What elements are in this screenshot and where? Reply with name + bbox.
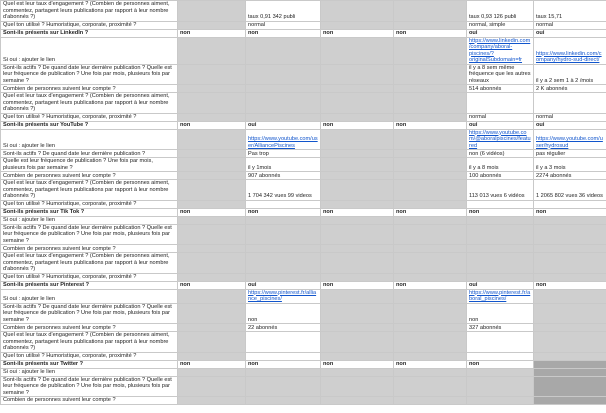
answer-cell[interactable]: 327 abonnés <box>467 324 534 332</box>
answer-cell[interactable] <box>394 129 467 150</box>
answer-cell[interactable] <box>394 1 467 22</box>
question-cell[interactable]: Si oui : ajouter le lien <box>1 368 178 376</box>
answer-cell[interactable]: Pas trop <box>246 150 321 158</box>
answer-cell[interactable]: normal <box>246 21 321 29</box>
answer-cell[interactable]: 2274 abonnés <box>534 172 606 180</box>
answer-cell[interactable]: oui <box>246 121 321 129</box>
answer-cell[interactable] <box>394 245 467 253</box>
answer-cell[interactable] <box>467 289 534 303</box>
answer-cell[interactable] <box>321 85 394 93</box>
answer-cell[interactable] <box>246 397 321 405</box>
answer-cell[interactable] <box>534 253 606 274</box>
answer-cell[interactable] <box>246 85 321 93</box>
answer-cell[interactable] <box>321 368 394 376</box>
answer-cell[interactable] <box>467 273 534 281</box>
answer-cell[interactable] <box>467 129 534 150</box>
answer-cell[interactable] <box>246 332 321 353</box>
answer-cell[interactable]: non <box>178 121 246 129</box>
question-cell[interactable]: Quel est leur taux d'engagement ? (Combien de personnes aiment, commentez, partagent leurs publications par rapport à leur nombre d'abonnés ?) <box>1 332 178 353</box>
answer-cell[interactable]: non <box>321 121 394 129</box>
question-row <box>1 352 606 360</box>
section-title-cell[interactable]: Sont-ils présents sur Twitter ? <box>1 360 178 368</box>
answer-cell[interactable] <box>178 172 246 180</box>
answer-cell[interactable]: non <box>246 360 321 368</box>
question-cell[interactable]: Quel ton utilisé ? Humoristique, corporate, proximité ? <box>1 200 178 208</box>
answer-cell[interactable] <box>394 352 467 360</box>
answer-cell[interactable] <box>178 397 246 405</box>
answer-cell[interactable] <box>178 376 246 397</box>
answer-cell[interactable]: 1 2065 802 vues 36 videos <box>534 180 606 201</box>
answer-cell[interactable] <box>178 289 246 303</box>
answer-cell[interactable]: 113 013 vues 6 vidéos <box>467 180 534 201</box>
answer-cell[interactable] <box>321 129 394 150</box>
answer-cell[interactable] <box>246 37 321 64</box>
question-row <box>1 37 606 64</box>
answer-cell[interactable]: oui <box>467 121 534 129</box>
question-cell[interactable]: Combien de personnes suivent leur compte ? <box>1 245 178 253</box>
answer-cell[interactable] <box>178 253 246 274</box>
answer-cell[interactable] <box>394 332 467 353</box>
answer-cell[interactable] <box>321 324 394 332</box>
answer-cell[interactable]: oui <box>534 29 606 37</box>
answer-cell[interactable] <box>246 289 321 303</box>
answer-cell[interactable]: il y 1mois <box>246 158 321 172</box>
answer-cell[interactable]: non <box>246 29 321 37</box>
profile-link[interactable]: https://www.pinterest.fr/aboral_piscines/ <box>469 289 531 302</box>
answer-cell[interactable] <box>321 303 394 324</box>
answer-cell[interactable]: non <box>394 208 467 216</box>
question-row <box>1 253 606 274</box>
answer-cell[interactable] <box>178 129 246 150</box>
answer-cell[interactable] <box>178 1 246 22</box>
question-cell[interactable]: Quel ton utilisé ? Humoristique, corporate, proximité ? <box>1 273 178 281</box>
answer-cell[interactable]: 22 abonnés <box>246 324 321 332</box>
answer-cell[interactable]: 907 abonnés <box>246 172 321 180</box>
answer-cell[interactable] <box>246 376 321 397</box>
question-row <box>1 113 606 121</box>
answer-cell[interactable]: 100 abonnés <box>467 172 534 180</box>
question-cell[interactable]: Sont-ils actifs ? De quand date leur dernière publication ? Quelle est leur fréquence de publication ? Une fois par mois, plusieurs fois par semaine ? <box>1 64 178 85</box>
answer-cell[interactable] <box>394 376 467 397</box>
question-row <box>1 368 606 376</box>
answer-cell[interactable] <box>467 200 534 208</box>
answer-cell[interactable] <box>246 216 321 224</box>
answer-cell[interactable] <box>534 397 606 405</box>
answer-cell[interactable] <box>394 324 467 332</box>
answer-cell[interactable] <box>178 113 246 121</box>
answer-cell[interactable] <box>321 216 394 224</box>
question-row <box>1 85 606 93</box>
answer-cell[interactable] <box>178 85 246 93</box>
answer-cell[interactable] <box>467 37 534 64</box>
answer-cell[interactable] <box>394 397 467 405</box>
answer-cell[interactable]: non <box>534 281 606 289</box>
question-cell[interactable]: Sont-ils actifs ? De quand date leur dernière publication ? <box>1 150 178 158</box>
answer-cell[interactable]: non <box>246 303 321 324</box>
answer-cell[interactable] <box>534 376 606 397</box>
question-row <box>1 158 606 172</box>
question-row <box>1 245 606 253</box>
question-cell[interactable]: Quel est leur taux d'engagement ? (Combien de personnes aiment, commentez, partagent leurs publications par rapport à leur nombre d'abonnés ?) <box>1 180 178 201</box>
answer-cell[interactable]: taux 0,93 126 publi <box>467 1 534 22</box>
answer-cell[interactable]: taux 0,91 342 publi <box>246 1 321 22</box>
answer-cell[interactable]: oui <box>246 281 321 289</box>
answer-cell[interactable]: normal, simple <box>467 21 534 29</box>
answer-cell[interactable] <box>246 113 321 121</box>
answer-cell[interactable]: 1 704 342 vues 99 videos <box>246 180 321 201</box>
answer-cell[interactable] <box>467 93 534 114</box>
answer-cell[interactable] <box>178 245 246 253</box>
answer-cell[interactable] <box>534 200 606 208</box>
answer-cell[interactable] <box>394 37 467 64</box>
answer-cell[interactable]: oui <box>467 281 534 289</box>
answer-cell[interactable] <box>246 200 321 208</box>
question-row <box>1 1 606 22</box>
answer-cell[interactable] <box>321 21 394 29</box>
question-row <box>1 376 606 397</box>
answer-cell[interactable]: 514 abonnés <box>467 85 534 93</box>
answer-cell[interactable]: non <box>178 29 246 37</box>
answer-cell[interactable] <box>321 245 394 253</box>
answer-cell[interactable]: non <box>321 360 394 368</box>
question-row <box>1 64 606 85</box>
section-row <box>1 208 606 216</box>
answer-cell[interactable] <box>534 245 606 253</box>
answer-cell[interactable] <box>321 158 394 172</box>
answer-cell[interactable] <box>534 93 606 114</box>
answer-cell[interactable] <box>246 129 321 150</box>
answer-cell[interactable] <box>394 150 467 158</box>
answer-cell[interactable]: non <box>534 208 606 216</box>
answer-cell[interactable] <box>321 273 394 281</box>
answer-cell[interactable] <box>178 332 246 353</box>
section-row <box>1 360 606 368</box>
question-cell[interactable]: Si oui : ajouter le lien <box>1 129 178 150</box>
answer-cell[interactable] <box>178 324 246 332</box>
profile-link[interactable]: https://www.linkedin.com/company/aboral-piscines/?originalSubdomain=fr <box>469 37 531 63</box>
answer-cell[interactable] <box>394 85 467 93</box>
answer-cell[interactable] <box>467 253 534 274</box>
section-title-cell[interactable]: Sont-ils présents sur Pinterest ? <box>1 281 178 289</box>
answer-cell[interactable]: 2 K abonnés <box>534 85 606 93</box>
answer-cell[interactable] <box>178 150 246 158</box>
answer-cell[interactable] <box>246 64 321 85</box>
section-row <box>1 281 606 289</box>
answer-cell[interactable]: non <box>467 208 534 216</box>
answer-cell[interactable] <box>246 245 321 253</box>
answer-cell[interactable] <box>178 64 246 85</box>
answer-cell[interactable] <box>178 352 246 360</box>
answer-cell[interactable] <box>178 200 246 208</box>
question-cell[interactable]: Quel ton utilisé ? Humoristique, corporate, proximité ? <box>1 113 178 121</box>
answer-cell[interactable] <box>178 158 246 172</box>
answer-cell[interactable] <box>246 352 321 360</box>
answer-cell[interactable] <box>321 332 394 353</box>
section-title-cell[interactable]: Sont-ils présents sur YouTube ? <box>1 121 178 129</box>
answer-cell[interactable] <box>394 200 467 208</box>
answer-cell[interactable] <box>467 376 534 397</box>
section-row <box>1 121 606 129</box>
answer-cell[interactable]: il y a 3 mois <box>534 158 606 172</box>
question-row <box>1 324 606 332</box>
answer-cell[interactable] <box>178 224 246 245</box>
question-row <box>1 224 606 245</box>
question-row <box>1 129 606 150</box>
answer-cell[interactable] <box>467 397 534 405</box>
question-cell[interactable]: Combien de personnes suivent leur compte ? <box>1 172 178 180</box>
answer-cell[interactable]: oui <box>467 29 534 37</box>
answer-cell[interactable]: non <box>394 29 467 37</box>
answer-cell[interactable]: normal <box>467 113 534 121</box>
answer-cell[interactable] <box>394 216 467 224</box>
answer-cell[interactable]: il y a 8 sem même fréquence que les autres réseaux <box>467 64 534 85</box>
profile-link[interactable]: https://www.youtube.com/user/AlliancePiscines <box>248 136 318 149</box>
question-cell[interactable]: Combien de personnes suivent leur compte ? <box>1 397 178 405</box>
question-cell[interactable]: Quel est leur taux d'engagement ? (Combien de personnes aiment, commentez, partagent leurs publications par rapport à leur nombre d'abonnés ?) <box>1 1 178 22</box>
answer-cell[interactable] <box>178 21 246 29</box>
question-row <box>1 172 606 180</box>
answer-cell[interactable] <box>321 200 394 208</box>
answer-cell[interactable] <box>246 224 321 245</box>
answer-cell[interactable] <box>178 368 246 376</box>
answer-cell[interactable] <box>394 289 467 303</box>
answer-cell[interactable] <box>321 93 394 114</box>
answer-cell[interactable] <box>321 224 394 245</box>
answer-cell[interactable] <box>394 158 467 172</box>
answer-cell[interactable]: il y a 8 mois <box>467 158 534 172</box>
answer-cell[interactable]: non <box>178 360 246 368</box>
answer-cell[interactable] <box>467 245 534 253</box>
answer-cell[interactable]: non <box>467 360 534 368</box>
question-row <box>1 180 606 201</box>
profile-link[interactable]: https://www.youtube.com/@aboralpiscines/featured <box>469 129 531 149</box>
answer-cell[interactable] <box>178 37 246 64</box>
answer-cell[interactable] <box>534 352 606 360</box>
answer-cell[interactable]: non <box>246 208 321 216</box>
answer-cell[interactable]: oui <box>534 121 606 129</box>
answer-cell[interactable] <box>246 93 321 114</box>
answer-cell[interactable] <box>394 180 467 201</box>
answer-cell[interactable] <box>321 352 394 360</box>
profile-link[interactable]: https://www.pinterest.fr/alliance_piscines/ <box>248 289 317 302</box>
answer-cell[interactable]: non <box>178 281 246 289</box>
answer-cell[interactable] <box>534 360 606 368</box>
answer-cell[interactable] <box>321 1 394 22</box>
answer-cell[interactable] <box>534 37 606 64</box>
question-cell[interactable]: Sont-ils actifs ? De quand date leur dernière publication ? Quelle est leur fréquence de publication ? Une fois par mois, plusieurs fois par semaine ? <box>1 303 178 324</box>
answer-cell[interactable] <box>321 113 394 121</box>
answer-cell[interactable]: non <box>394 360 467 368</box>
answer-cell[interactable] <box>321 37 394 64</box>
answer-cell[interactable]: normal <box>534 113 606 121</box>
answer-cell[interactable] <box>394 253 467 274</box>
spreadsheet-body <box>1 1 606 405</box>
question-row <box>1 21 606 29</box>
answer-cell[interactable]: pas régulier <box>534 150 606 158</box>
question-cell[interactable]: Quel ton utilisé ? Humoristique, corporate, proximité ? <box>1 352 178 360</box>
answer-cell[interactable]: non <box>467 303 534 324</box>
answer-cell[interactable] <box>394 273 467 281</box>
answer-cell[interactable] <box>246 368 321 376</box>
section-title-cell[interactable]: Sont-ils présents sur Tik Tok ? <box>1 208 178 216</box>
answer-cell[interactable] <box>394 64 467 85</box>
question-cell[interactable]: Si oui : ajouter le lien <box>1 37 178 64</box>
answer-cell[interactable] <box>178 216 246 224</box>
section-title-cell[interactable]: Sont-ils présents sur LinkedIn ? <box>1 29 178 37</box>
answer-cell[interactable]: non (6 vidéos) <box>467 150 534 158</box>
answer-cell[interactable] <box>321 289 394 303</box>
answer-cell[interactable]: taux 15,71 <box>534 1 606 22</box>
answer-cell[interactable] <box>394 113 467 121</box>
question-cell[interactable]: Sont-ils actifs ? De quand date leur dernière publication ? Quelle est leur fréquence de publication ? Une fois par mois, plusieurs fois par semaine ? <box>1 224 178 245</box>
question-row <box>1 150 606 158</box>
answer-cell[interactable] <box>321 397 394 405</box>
answer-cell[interactable]: non <box>321 29 394 37</box>
answer-cell[interactable] <box>394 303 467 324</box>
answer-cell[interactable] <box>534 303 606 324</box>
answer-cell[interactable] <box>246 273 321 281</box>
answer-cell[interactable] <box>467 216 534 224</box>
answer-cell[interactable] <box>321 180 394 201</box>
answer-cell[interactable] <box>534 129 606 150</box>
answer-cell[interactable] <box>246 253 321 274</box>
answer-cell[interactable] <box>321 253 394 274</box>
profile-link[interactable]: https://www.youtube.com/user/hydrosud <box>536 136 603 149</box>
question-row <box>1 289 606 303</box>
answer-cell[interactable]: normal <box>534 21 606 29</box>
answer-cell[interactable]: non <box>321 281 394 289</box>
answer-cell[interactable] <box>178 93 246 114</box>
answer-cell[interactable] <box>178 303 246 324</box>
answer-cell[interactable] <box>394 172 467 180</box>
question-row <box>1 397 606 405</box>
answer-cell[interactable] <box>534 324 606 332</box>
answer-cell[interactable] <box>534 289 606 303</box>
answer-cell[interactable] <box>534 224 606 245</box>
question-cell[interactable]: Sont-ils actifs ? De quand date leur dernière publication ? Quelle est leur fréquence de publication ? Une fois par mois, plusieurs fois par semaine ? <box>1 376 178 397</box>
answer-cell[interactable] <box>178 180 246 201</box>
answer-cell[interactable] <box>534 368 606 376</box>
question-cell[interactable]: Quel ton utilisé ? Humoristique, corporate, proximité ? <box>1 21 178 29</box>
question-row <box>1 332 606 353</box>
answer-cell[interactable] <box>321 172 394 180</box>
question-cell[interactable]: Quelle est leur fréquence de publication ? Une fois par mois, plusieurs fois par semaine ? <box>1 158 178 172</box>
answer-cell[interactable] <box>394 93 467 114</box>
answer-cell[interactable] <box>321 150 394 158</box>
answer-cell[interactable] <box>534 216 606 224</box>
answer-cell[interactable] <box>394 21 467 29</box>
answer-cell[interactable] <box>178 273 246 281</box>
answer-cell[interactable] <box>467 368 534 376</box>
question-cell[interactable]: Si oui : ajouter le lien <box>1 289 178 303</box>
question-row <box>1 200 606 208</box>
profile-link[interactable]: https://www.linkedin.com/company/hydro-sud-direct/ <box>536 50 602 63</box>
question-cell[interactable]: Quel est leur taux d'engagement ? (Combien de personnes aiment, commentez, partagent leurs publications par rapport à leur nombre d'abonnés ?) <box>1 253 178 274</box>
question-row <box>1 303 606 324</box>
answer-cell[interactable] <box>394 224 467 245</box>
answer-cell[interactable]: non <box>321 208 394 216</box>
question-cell[interactable]: Combien de personnes suivent leur compte ? <box>1 85 178 93</box>
answer-cell[interactable]: il y a 2 sem 1 à 2 /mois <box>534 64 606 85</box>
answer-cell[interactable] <box>467 224 534 245</box>
question-row <box>1 273 606 281</box>
question-cell[interactable]: Quel est leur taux d'engagement ? (Combien de personnes aiment, commentez, partagent leurs publications par rapport à leur nombre d'abonnés ?) <box>1 93 178 114</box>
question-cell[interactable]: Combien de personnes suivent leur compte ? <box>1 324 178 332</box>
answer-cell[interactable] <box>467 332 534 353</box>
answer-cell[interactable] <box>534 332 606 353</box>
answer-cell[interactable]: non <box>178 208 246 216</box>
answer-cell[interactable] <box>467 352 534 360</box>
question-cell[interactable]: Si oui : ajouter le lien <box>1 216 178 224</box>
section-row <box>1 29 606 37</box>
answer-cell[interactable]: non <box>394 121 467 129</box>
answer-cell[interactable] <box>534 273 606 281</box>
answer-cell[interactable]: non <box>394 281 467 289</box>
answer-cell[interactable] <box>321 376 394 397</box>
answer-cell[interactable] <box>394 368 467 376</box>
question-row <box>1 93 606 114</box>
question-row <box>1 216 606 224</box>
answer-cell[interactable] <box>321 64 394 85</box>
